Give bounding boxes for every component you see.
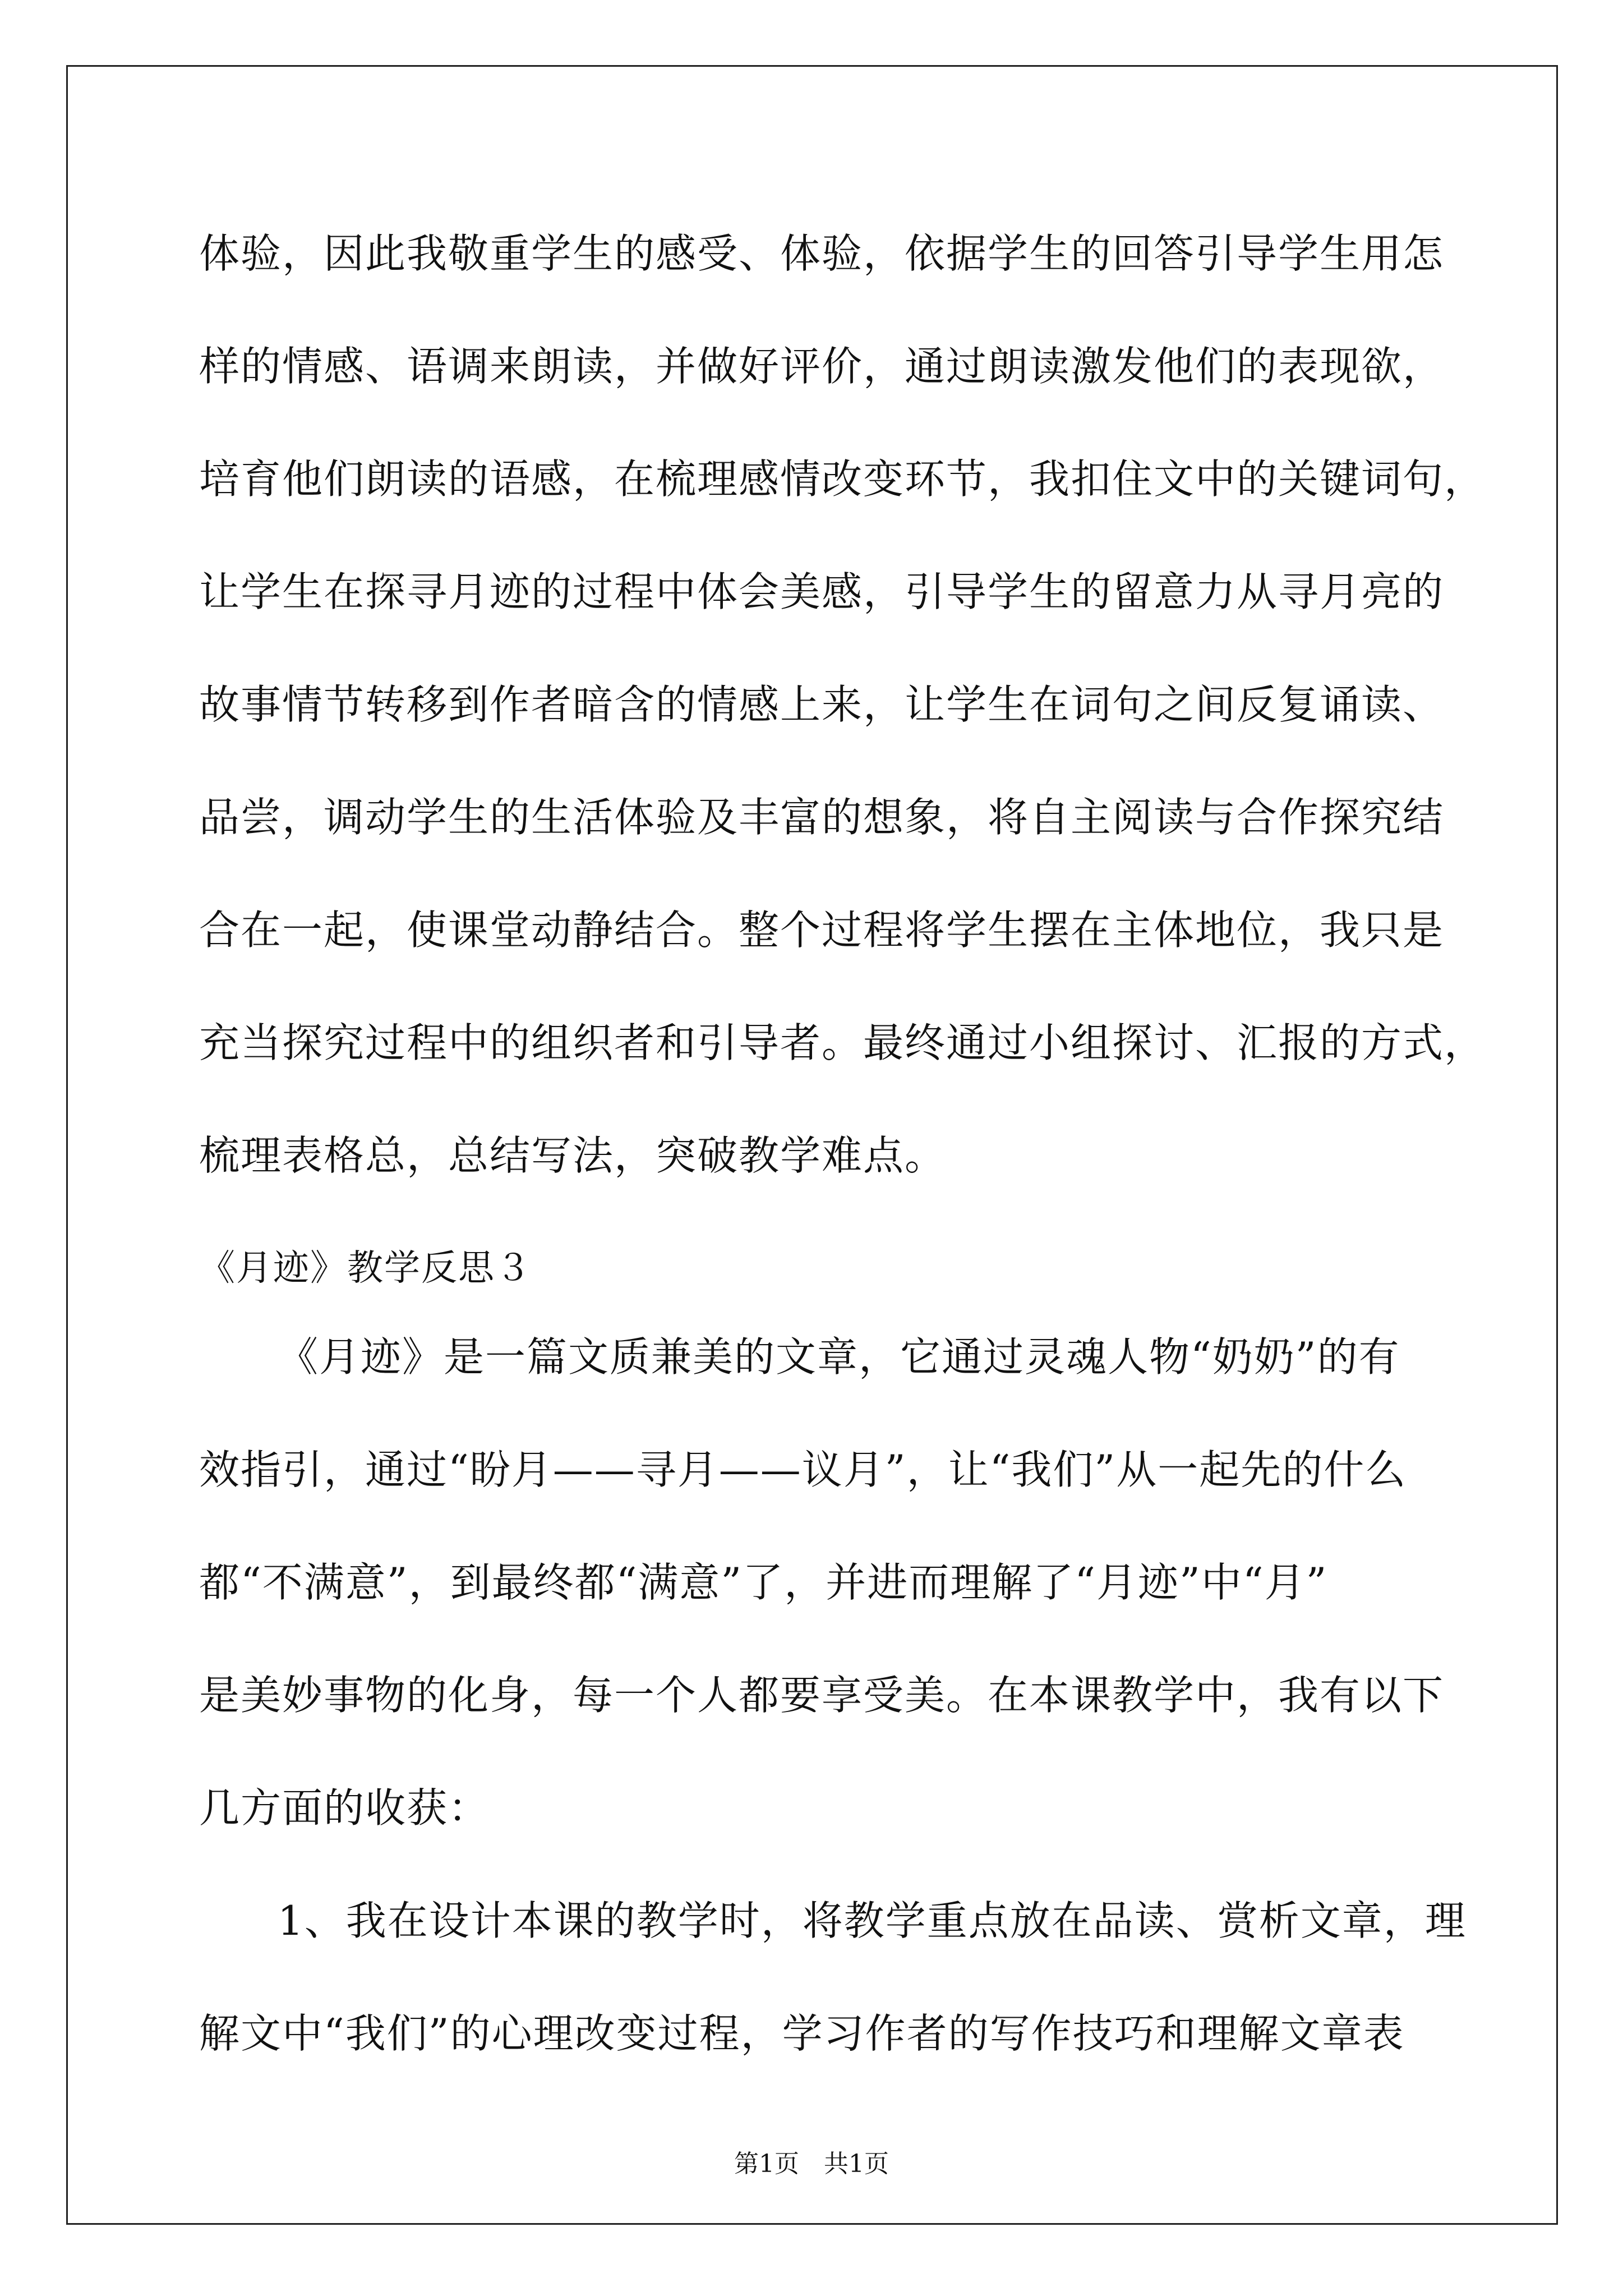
paragraph-1-line-5: 故事情节转移到作者暗含的情感上来，让学生在词句之间反复诵读、 — [199, 681, 1445, 728]
section-heading: 《月迹》教学反思３ — [199, 1248, 532, 1289]
paragraph-1-line-7: 合在一起，使课堂动静结合。整个过程将学生摆在主体地位，我只是 — [199, 907, 1445, 954]
document-body — [199, 220, 1486, 2113]
paragraph-2-line-2: 效指引，通过“盼月——寻月——议月”，让“我们”从一起先的什么 — [199, 1446, 1407, 1493]
paragraph-1-line-4: 让学生在探寻月迹的过程中体会美感，引导学生的留意力从寻月亮的 — [199, 568, 1445, 615]
paragraph-1-line-8: 充当探究过程中的组织者和引导者。最终通过小组探讨、汇报的方式， — [199, 1019, 1486, 1066]
paragraph-2-line-1: 《月迹》是一篇文质兼美的文章，它通过灵魂人物“奶奶”的有 — [278, 1333, 1400, 1381]
paragraph-1-line-9: 梳理表格总，总结写法，突破教学难点。 — [199, 1132, 947, 1179]
paragraph-1-line-2: 样的情感、语调来朗读，并做好评价，通过朗读激发他们的表现欲， — [199, 343, 1445, 390]
paragraph-2-line-5: 几方面的收获： — [199, 1784, 490, 1832]
paragraph-3-line-2: 解文中“我们”的心理改变过程，学习作者的写作技巧和理解文章表 — [199, 2010, 1405, 2057]
paragraph-2-line-3: 都“不满意”，到最终都“满意”了，并进而理解了“月迹”中“月” — [199, 1559, 1328, 1606]
paragraph-3-line-1: 1、我在设计本课的教学时，将教学重点放在品读、赏析文章，理 — [278, 1897, 1467, 1944]
paragraph-1-line-1: 体验，因此我敬重学生的感受、体验，依据学生的回答引导学生用怎 — [199, 230, 1445, 277]
page-footer: 第1页 共1页 — [734, 2150, 889, 2178]
paragraph-1-line-3: 培育他们朗读的语感，在梳理感情改变环节，我扣住文中的关键词句， — [199, 455, 1486, 503]
paragraph-2-line-4: 是美妙事物的化身，每一个人都要享受美。在本课教学中，我有以下 — [199, 1672, 1445, 1719]
paragraph-1-line-6: 品尝，调动学生的生活体验及丰富的想象，将自主阅读与合作探究结 — [199, 794, 1445, 841]
